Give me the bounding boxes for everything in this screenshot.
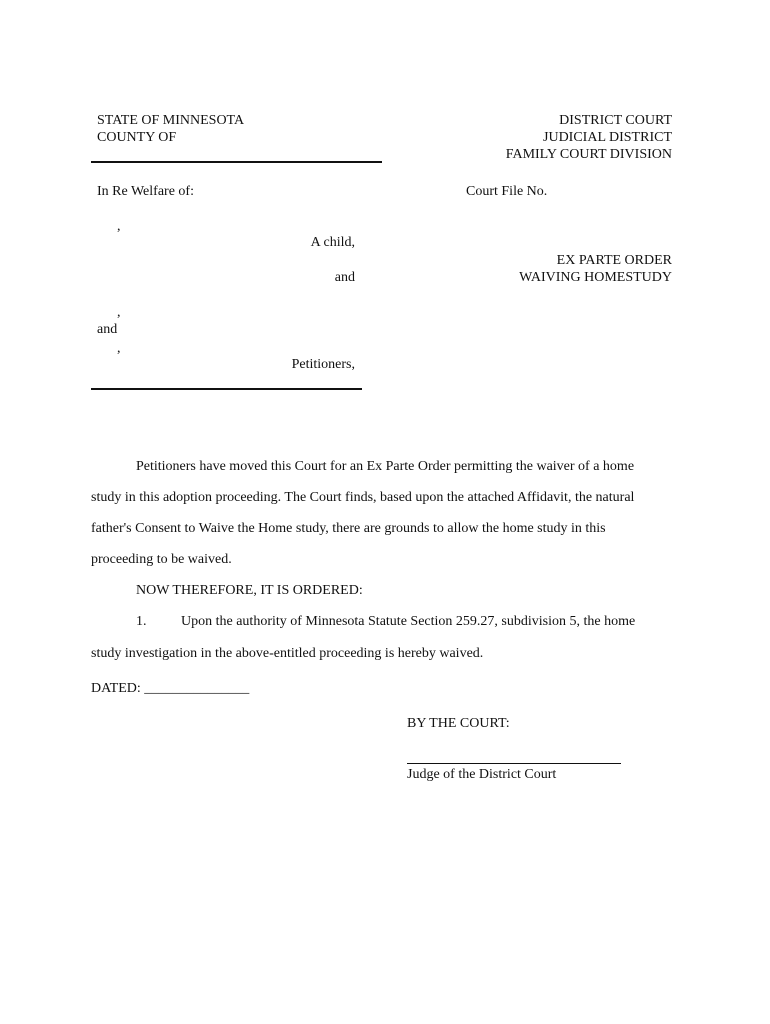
paragraph-line: study in this adoption proceeding. The Court finds, based upon the attached Affidavit, the natural: [91, 490, 635, 505]
paragraph-line: proceeding to be waived.: [91, 552, 232, 567]
ordered-heading: NOW THEREFORE, IT IS ORDERED:: [136, 583, 363, 598]
order-item-text: study investigation in the above-entitled proceeding is hereby waived.: [91, 646, 484, 661]
petitioners-label: Petitioners,: [291, 357, 355, 372]
judicial-district: JUDICIAL DISTRICT: [543, 130, 672, 145]
judge-title: Judge of the District Court: [407, 767, 557, 782]
caption-rule-top: [91, 161, 382, 163]
court-name: DISTRICT COURT: [559, 113, 672, 128]
by-the-court: BY THE COURT:: [407, 716, 510, 731]
county-label: COUNTY OF: [97, 130, 177, 145]
and-connector: and: [334, 270, 355, 285]
document-title-line1: EX PARTE ORDER: [556, 253, 672, 268]
in-re-label: In Re Welfare of:: [97, 184, 194, 199]
and-petitioners: and: [97, 322, 118, 337]
paragraph-line: Petitioners have moved this Court for an Ex Parte Order permitting the waiver of a home: [136, 459, 635, 474]
court-division: FAMILY COURT DIVISION: [505, 147, 672, 162]
child-name-comma: ,: [117, 219, 121, 234]
caption-rule-bottom: [91, 388, 362, 390]
petitioner-2-comma: ,: [117, 341, 121, 356]
order-item-text: Upon the authority of Minnesota Statute Section 259.27, subdivision 5, the home: [181, 614, 636, 629]
document-title-line2: WAIVING HOMESTUDY: [519, 270, 672, 285]
paragraph-line: father's Consent to Waive the Home study, there are grounds to allow the home study in this: [91, 521, 606, 536]
dated-line: DATED: _______________: [91, 681, 250, 696]
court-file-label: Court File No.: [466, 184, 548, 199]
child-label: A child,: [310, 235, 355, 250]
state-name: STATE OF MINNESOTA: [97, 113, 245, 128]
signature-line: [407, 763, 621, 764]
order-item-number: 1.: [136, 614, 147, 629]
petitioner-1-comma: ,: [117, 305, 121, 320]
